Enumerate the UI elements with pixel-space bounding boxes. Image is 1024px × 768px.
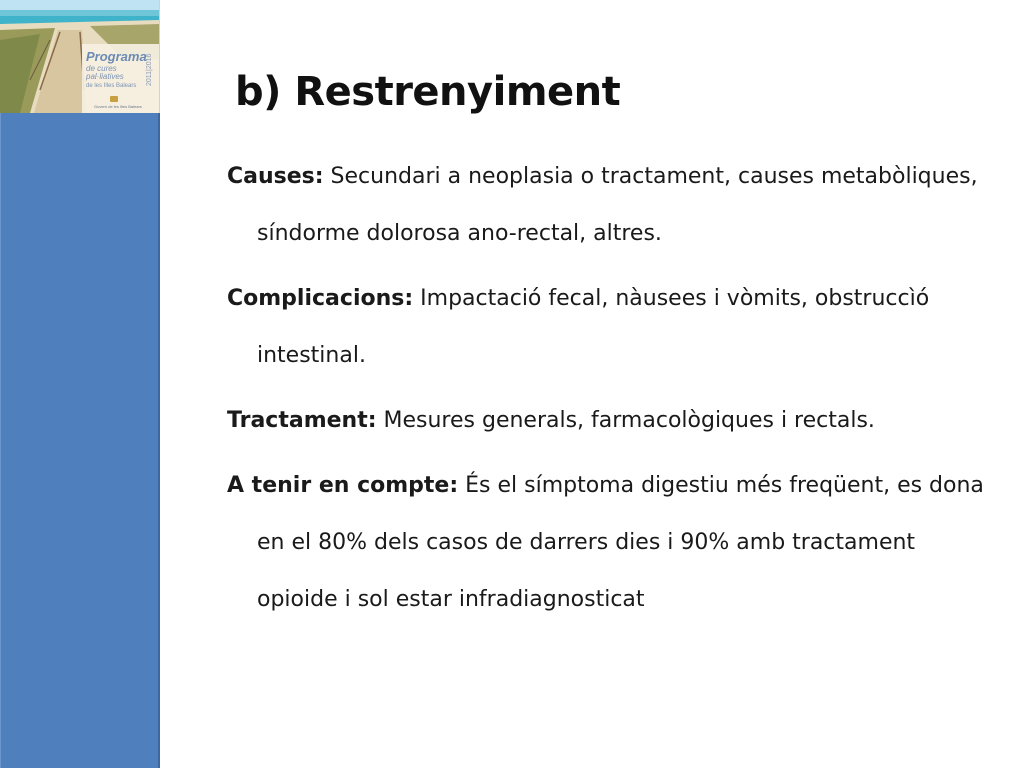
logo-brand-line2: de cures pal·liatives (86, 64, 124, 81)
bullet-causes (227, 148, 987, 262)
bullet-text: És el símptoma digestiu més freqüent, es dona en el 80% dels casos de darrers dies i 90% amb tractament opioide i sol estar infradiagnosticat (257, 473, 984, 612)
program-logo (0, 0, 160, 113)
bullet-label: Tractament: (227, 408, 377, 433)
bullet-a-tenir-en-compte (227, 457, 987, 628)
slide-title: b) Restrenyiment (235, 69, 621, 115)
logo-government: Govern de les Illes Balears (94, 104, 142, 109)
bullet-complicacions (227, 270, 987, 384)
bullet-text: Mesures generals, farmacològiques i rectals. (376, 408, 875, 433)
bullet-label: Causes: (227, 164, 324, 189)
bullet-text: Secundari a neoplasia o tractament, causes metabòliques, síndorme dolorosa ano-rectal, altres. (257, 164, 978, 246)
bullet-label: A tenir en compte: (227, 473, 459, 498)
slide-content (227, 148, 987, 636)
logo-brand (86, 50, 146, 89)
logo-brand-line3: de les Illes Balears (86, 83, 137, 89)
left-sidebar-band (0, 113, 160, 768)
government-crest-icon (110, 96, 118, 102)
bullet-label: Complicacions: (227, 286, 414, 311)
bullet-text: Impactació fecal, nàusees i vòmits, obstruccìó intestinal. (257, 286, 930, 368)
logo-years: 2011|2016 (146, 53, 153, 86)
bullet-tractament (227, 392, 987, 449)
logo-brand-line1: Programa (86, 49, 147, 64)
